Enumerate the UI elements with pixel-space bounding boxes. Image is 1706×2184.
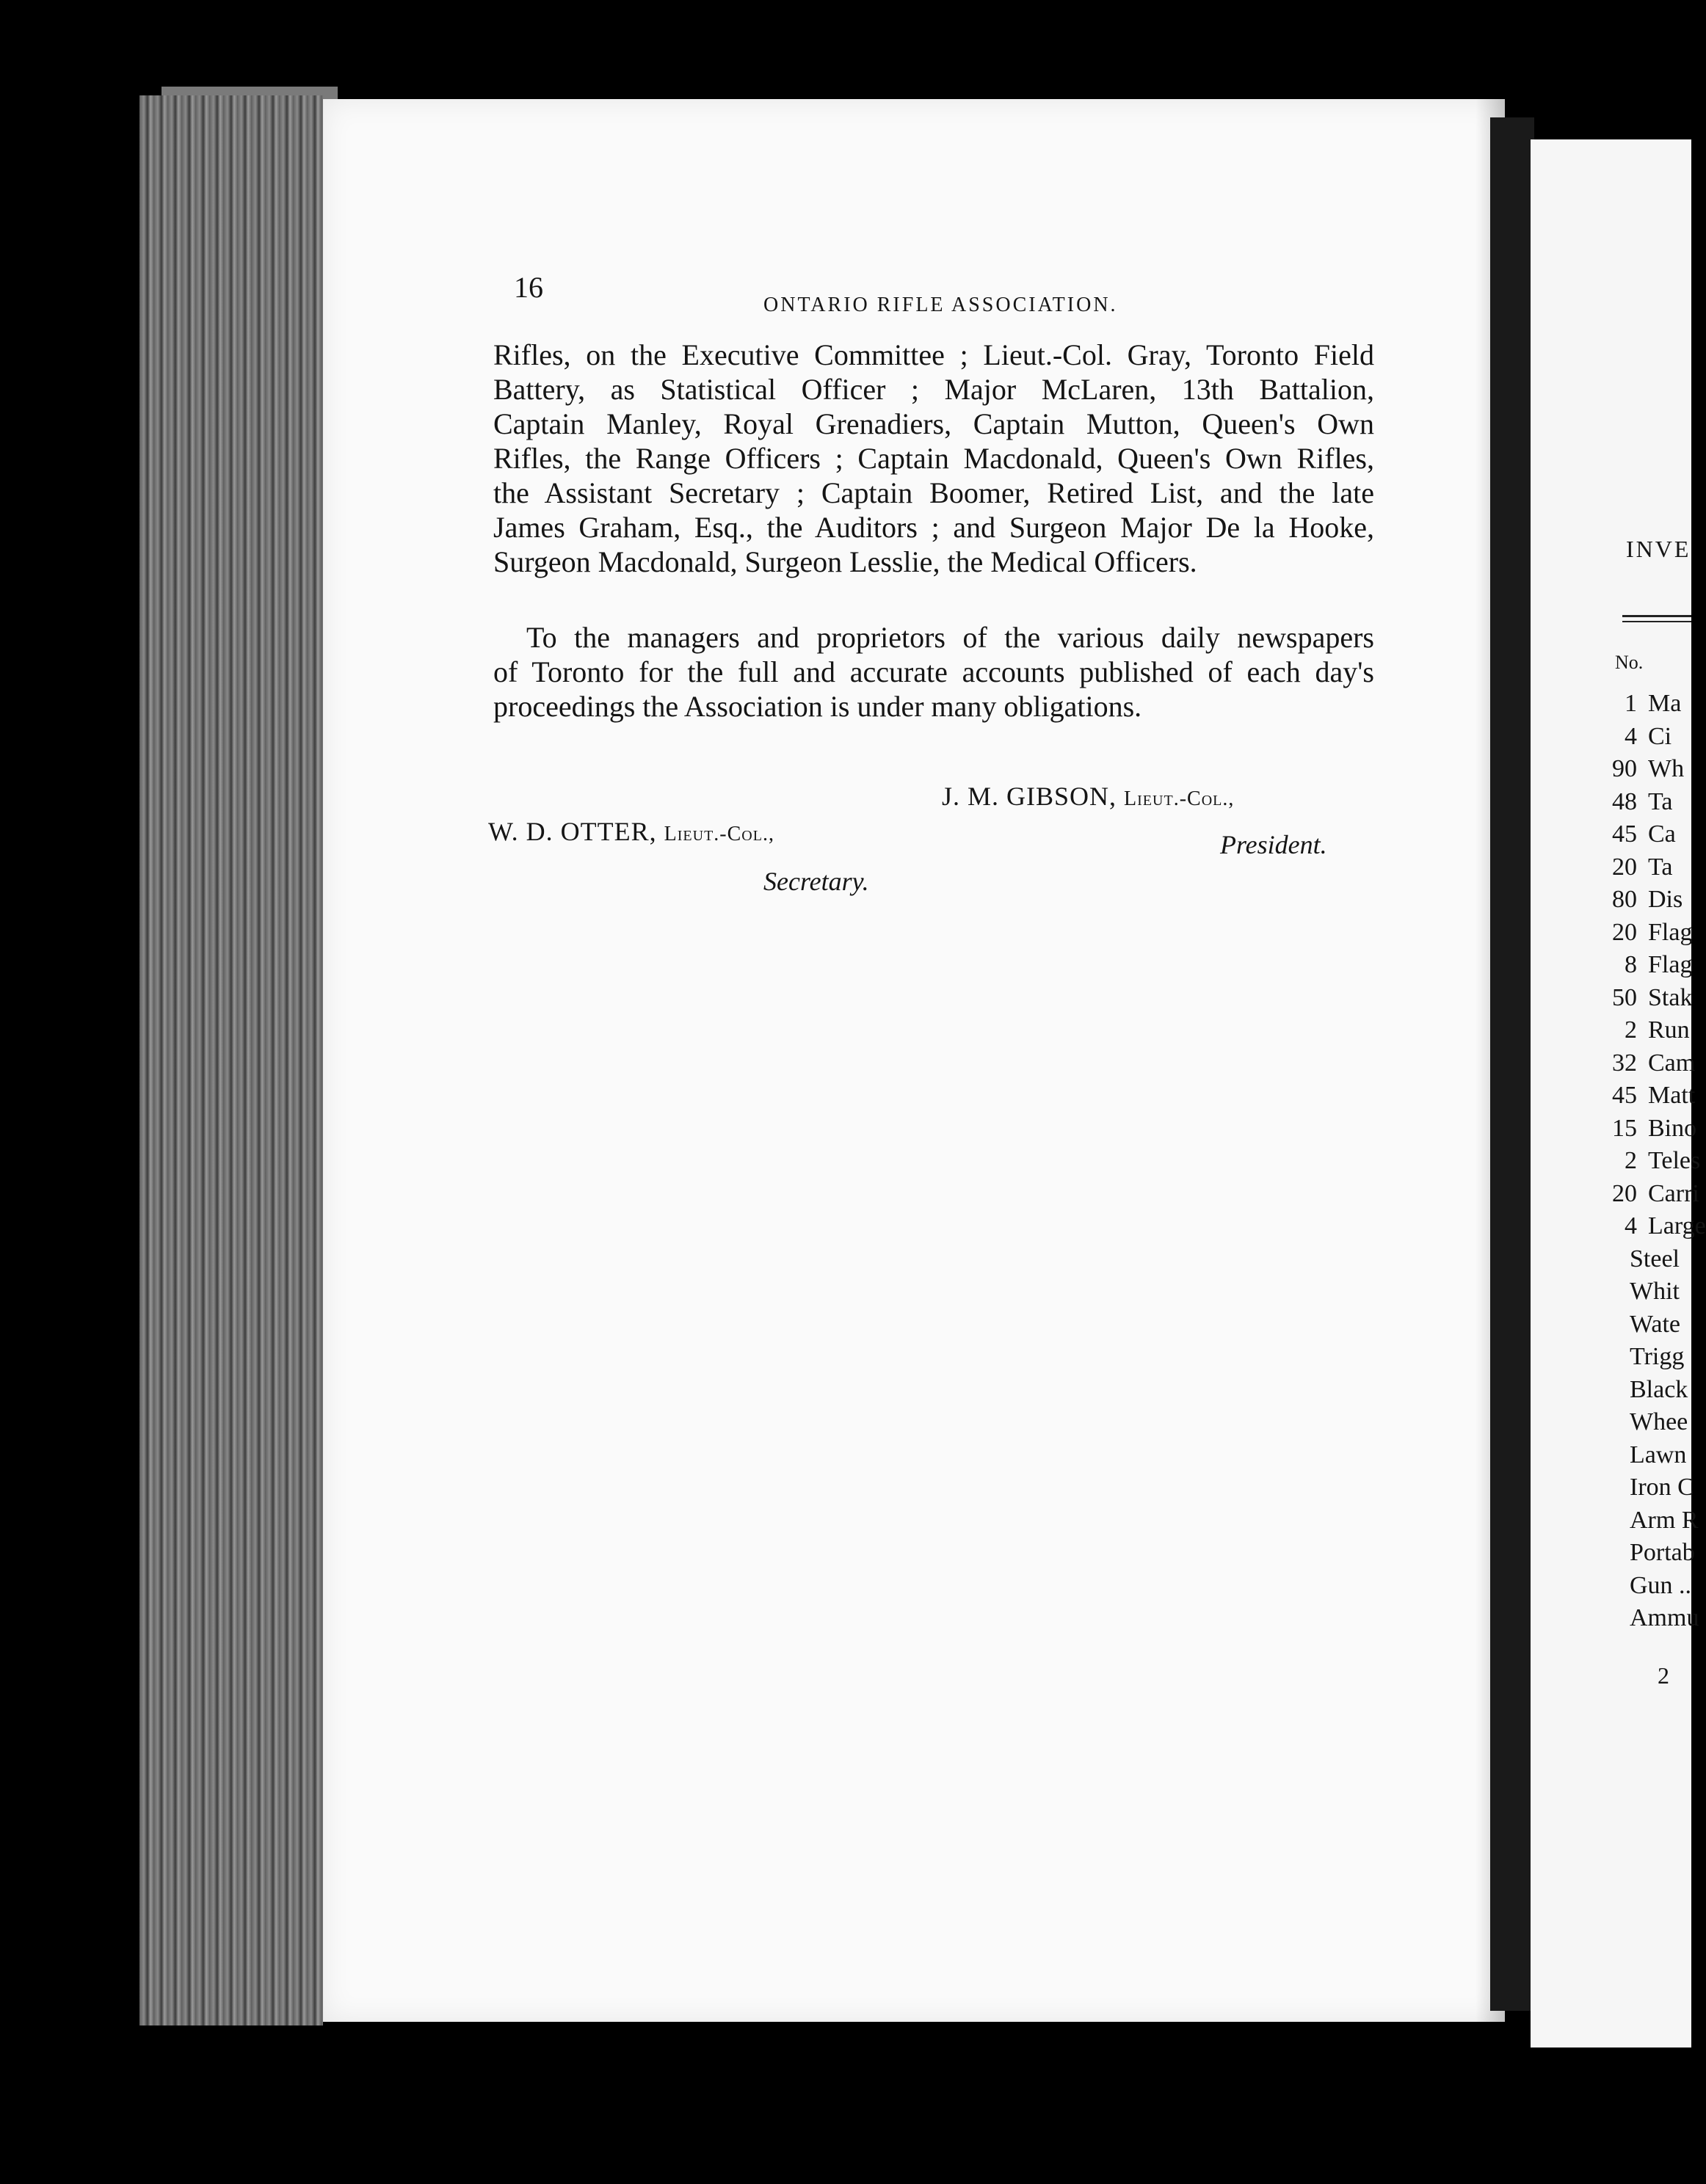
inventory-quantity: 90 <box>1612 755 1637 782</box>
inventory-quantity: 50 <box>1612 983 1637 1011</box>
inventory-quantity: 1 <box>1625 690 1637 717</box>
signature-secretary-title: Secretary. <box>763 867 869 896</box>
inventory-item: Arm R <box>1630 1506 1699 1534</box>
signature-secretary-rank: Lieut.-Col., <box>664 823 774 845</box>
right-page-heading: INVE <box>1626 536 1691 562</box>
inventory-item: Whit <box>1630 1278 1680 1305</box>
signature-president-name: J. M. GIBSON, <box>942 782 1117 811</box>
inventory-item: Dis <box>1648 886 1683 913</box>
inventory-quantity: 80 <box>1612 886 1637 913</box>
signature-president-title: President. <box>1220 830 1327 859</box>
inventory-item: Trigg <box>1630 1343 1685 1370</box>
paragraph-newspapers <box>493 620 1374 724</box>
book-page-stack <box>139 95 323 2025</box>
right-page-footer-number: 2 <box>1658 1662 1669 1689</box>
inventory-quantity: 32 <box>1612 1049 1637 1077</box>
inventory-item: Whee <box>1630 1408 1688 1435</box>
signature-secretary-name: W. D. OTTER, <box>488 817 657 846</box>
inventory-quantity: 2 <box>1625 1016 1637 1044</box>
inventory-item: Black <box>1630 1375 1688 1403</box>
inventory-item: Ta <box>1648 787 1673 815</box>
book-gutter <box>1490 117 1534 2011</box>
page-number: 16 <box>514 271 543 304</box>
inventory-item: Ci <box>1648 722 1672 750</box>
inventory-item: Teles <box>1648 1147 1701 1174</box>
inventory-item: Ta <box>1648 853 1673 881</box>
paragraph-line: Battery, as Statistical Officer ; Major McLaren, 13th Battalion, <box>493 373 1374 406</box>
inventory-quantity: 45 <box>1612 1082 1637 1109</box>
inventory-quantity: 20 <box>1612 918 1637 946</box>
paragraph-line: proceedings the Association is under many obligations. <box>493 690 1142 723</box>
paragraph-line: To the managers and proprietors of the various daily newspapers <box>526 621 1374 654</box>
signature-president-rank: Lieut.-Col., <box>1124 787 1235 810</box>
right-page-rule <box>1622 621 1691 622</box>
inventory-item: Gun .. <box>1630 1571 1692 1599</box>
inventory-item: Bino <box>1648 1114 1697 1142</box>
inventory-quantity: 20 <box>1612 853 1637 881</box>
inventory-item: Run <box>1648 1016 1690 1044</box>
paragraph-line: Rifles, the Range Officers ; Captain Macdonald, Queen's Own Rifles, <box>493 442 1374 475</box>
inventory-quantity: 48 <box>1612 787 1637 815</box>
paragraph-line: Surgeon Macdonald, Surgeon Lesslie, the Medical Officers. <box>493 545 1197 578</box>
inventory-quantity: 20 <box>1612 1179 1637 1207</box>
inventory-item: Carri <box>1648 1179 1699 1207</box>
inventory-quantity: 15 <box>1612 1114 1637 1142</box>
inventory-item: Matt <box>1648 1082 1696 1109</box>
inventory-quantity: 45 <box>1612 820 1637 848</box>
inventory-item: Iron C <box>1630 1474 1694 1501</box>
paragraph-officers <box>493 338 1374 579</box>
paragraph-line: Captain Manley, Royal Grenadiers, Captain Mutton, Queen's Own <box>493 407 1374 440</box>
paragraph-line: the Assistant Secretary ; Captain Boomer, Retired List, and the late <box>493 476 1374 509</box>
inventory-item: Ammu <box>1630 1604 1699 1631</box>
inventory-quantity: 2 <box>1625 1147 1637 1174</box>
inventory-item: Flag <box>1648 918 1693 946</box>
inventory-quantity: 8 <box>1625 951 1637 978</box>
inventory-item: Ca <box>1648 820 1676 848</box>
inventory-item: Stak <box>1648 983 1693 1011</box>
paragraph-line: James Graham, Esq., the Auditors ; and Surgeon Major De la Hooke, <box>493 511 1374 544</box>
inventory-item: Steel <box>1630 1245 1680 1273</box>
right-page-rule <box>1622 615 1691 617</box>
inventory-quantity: 4 <box>1625 1212 1637 1240</box>
signature-secretary <box>488 816 774 847</box>
inventory-column-header: No. <box>1615 652 1644 673</box>
inventory-item: Flag <box>1648 951 1693 978</box>
inventory-item: Portab <box>1630 1539 1695 1566</box>
inventory-item: Cam <box>1648 1049 1696 1077</box>
inventory-item: Ma <box>1648 690 1682 717</box>
running-head: ONTARIO RIFLE ASSOCIATION. <box>763 294 1118 316</box>
inventory-item: Wh <box>1648 755 1685 782</box>
signature-president <box>942 781 1234 812</box>
inventory-item: Lawn <box>1630 1441 1687 1468</box>
inventory-quantity: 4 <box>1625 722 1637 750</box>
paragraph-line: of Toronto for the full and accurate accounts published of each day's <box>493 655 1374 688</box>
inventory-item: Wate <box>1630 1310 1680 1338</box>
inventory-item: Large <box>1648 1212 1706 1240</box>
paragraph-line: Rifles, on the Executive Committee ; Lieut.-Col. Gray, Toronto Field <box>493 338 1374 371</box>
